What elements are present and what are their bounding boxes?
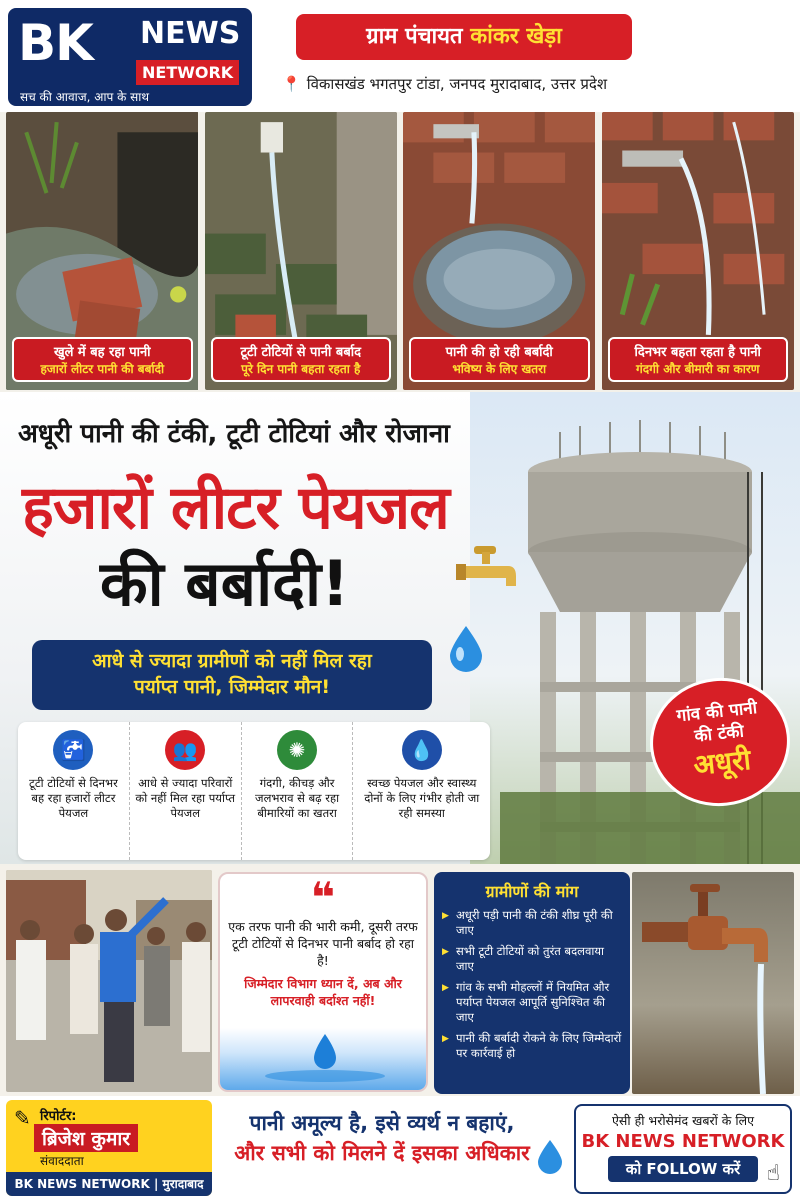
pointer-hand-icon: ☝ [766,1161,780,1186]
demand-item: ▶ अधूरी पड़ी पानी की टंकी शीघ्र पूरी की जाए [442,908,622,938]
panchayat-title [296,14,632,60]
reporter-role: संवाददाता [40,1154,84,1168]
incomplete-tank-badge: गांव की पानी की टंकी अधूरी [644,671,797,813]
reporter-label: रिपोर्टर: [40,1109,77,1124]
stats-panel [18,722,490,860]
follow-line-1: ऐसी ही भरोसेमंद खबरों के लिए [612,1113,754,1128]
stat-families: 👥 आधे से ज्यादा परिवारों को नहीं मिल रहा पर्याप्त पेयजल [130,722,242,860]
demand-item: ▶ गांव के सभी मोहल्लों में नियमित और पर्याप्त पेयजल आपूर्ति सुनिश्चित की जाए [442,980,622,1025]
splash-drop-icon [220,1028,428,1090]
reporter-card [6,1100,212,1196]
logo-bk: BK [18,14,93,72]
water-drop-icon [446,624,486,672]
bottom-section [0,866,800,1096]
photo-strip [6,112,794,390]
photo-broken-tap[interactable] [205,112,398,390]
quote-mark-icon: ❝ [310,873,336,922]
photo-water-bowl[interactable] [403,112,596,390]
subheadline-box: आधे से ज्यादा ग्रामीणों को नहीं मिल रहा पर्याप्त पानी, जिम्मेदार मौन! [32,640,432,710]
demand-list [442,908,622,1061]
dripping-tap-photo[interactable] [632,872,794,1094]
panchayat-prefix: ग्राम पंचायत [366,24,463,49]
quote-box [218,872,428,1092]
follow-line-3[interactable]: को FOLLOW करें [608,1156,758,1182]
virus-icon: ✺ [277,730,317,770]
photo-caption-3: पानी की हो रही बर्बादी भविष्य के लिए खतरा [409,337,590,382]
reporter-org: BK NEWS NETWORK | मुरादाबाद [6,1172,212,1196]
slogan-drop-icon [536,1138,564,1174]
header [0,0,800,112]
photo-flowing-water[interactable] [602,112,795,390]
photo-caption-4: दिनभर बहता रहता है पानी गंदगी और बीमारी का कारण [608,337,789,382]
quote-text: एक तरफ पानी की भारी कमी, दूसरी तरफ टूटी टोटियों से दिनभर पानी बर्बाद हो रहा है! [228,919,418,968]
demand-item: ▶ पानी की बर्बादी रोकने के लिए जिम्मेदारों पर कार्रवाई हो [442,1031,622,1061]
location-text: विकासखंड भगतपुर टांडा, जनपद मुरादाबाद, उत्तर प्रदेश [306,75,608,93]
panchayat-name: कांकर खेड़ा [470,24,562,49]
photo-caption-1: खुले में बह रहा पानी हजारों लीटर पानी की बर्बादी [12,337,193,382]
people-icon: 👥 [165,730,205,770]
headline-line-2: हजारों लीटर पेयजल [22,473,449,543]
tap-icon: 🚰 [53,730,93,770]
quote-emphasis: जिम्मेदार विभाग ध्यान दें, अब और लापरवाही बर्दाश्त नहीं! [244,976,402,1008]
villagers-demand-box [434,872,630,1094]
footer [0,1096,800,1200]
location-pin-icon: 📍 [282,75,301,93]
logo-network: NETWORK [136,60,239,85]
photo-caption-2: टूटी टोटियों से पानी बर्बाद पूरे दिन पानी बहता रहता है [211,337,392,382]
headline-line-1: अधूरी पानी की टंकी, टूटी टोटियां और रोजाना [18,419,450,449]
slogan: पानी अमूल्य है, इसे व्यर्थ न बहाएं, और सभी को मिलने दें इसका अधिकार [234,1111,530,1165]
villagers-scene [6,870,212,1092]
bk-news-logo[interactable] [8,8,252,106]
main-story [0,392,800,864]
demand-title: ग्रामीणों की मांग [485,882,579,901]
golden-tap-icon [452,542,522,612]
demand-item: ▶ सभी टूटी टोटियों को तुरंत बदलवाया जाए [442,944,622,974]
hand-drop-icon: 💧 [402,730,442,770]
stat-health: 💧 स्वच्छ पेयजल और स्वास्थ्य दोनों के लिए गंभीर होती जा रही समस्या [353,722,490,860]
reporter-name: ब्रिजेश कुमार [34,1124,138,1152]
pen-icon: ✎ [14,1106,31,1130]
follow-line-2: BK NEWS NETWORK [581,1131,785,1152]
logo-tagline: सच की आवाज, आप के साथ [20,90,150,104]
stat-disease: ✺ गंदगी, कीचड़ और जलभराव से बढ़ रहा बीमारियों का खतरा [242,722,354,860]
stat-broken-taps: 🚰 टूटी टोटियों से दिनभर बह रहा हजारों लीटर पेयजल [18,722,130,860]
water-splash-image [220,1028,426,1090]
logo-news: NEWS [140,16,241,51]
dripping-tap-scene [632,872,794,1094]
follow-button[interactable] [574,1104,792,1194]
location-line [282,74,607,94]
headline-line-3: की बर्बादी! [100,547,350,620]
villagers-photo[interactable] [6,870,212,1092]
photo-open-water[interactable] [6,112,199,390]
